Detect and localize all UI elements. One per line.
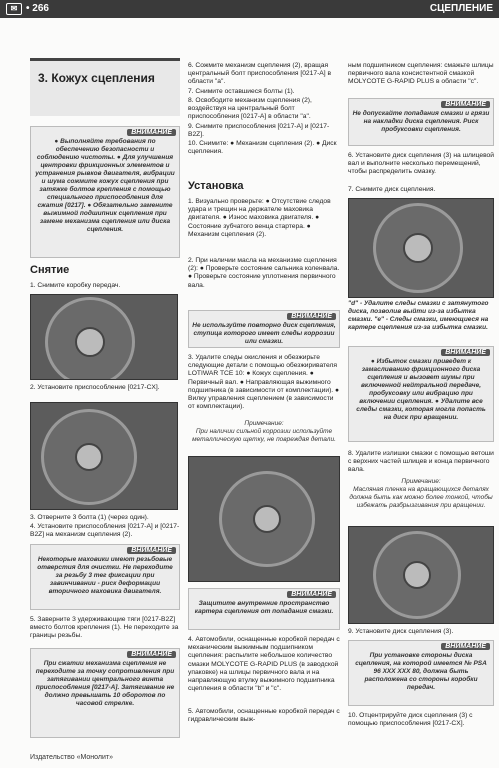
warning-text: Некоторые маховики имеют резьбовые отверстия для очистки. Не переходите за резьбу 3 тег фиксации при завинчивании - риск деформации вторичного маховика двигателя. [37, 556, 173, 595]
step-5: 5. Заверните 3 удерживающие тяги [0217-B2Z] вместо болтов крепления (1). Не переходите за границы резьбы. [30, 616, 179, 640]
clutch-photo-2 [30, 402, 178, 510]
step-3: 3. Отверните 3 болта (1) (через один). [30, 514, 149, 521]
warning-text: Не используйте повторно диск сцепления, ступица которого имеет следы коррозии или смазки. [192, 322, 336, 345]
install-step-5-cont: ным подшипником сцепления: смажьте шлицы первичного вала консистентной смазкой MOLYCOTE G-RAPID PLUS в области "c". [348, 62, 494, 86]
warning-box [348, 346, 494, 442]
warning-box [348, 640, 494, 706]
install-step-4: 4. Автомобили, оснащенные коробкой передач с механическим выжимным подшипником сцепления: распылите небольшое количество смазки MOLYCOTE G-RAPID PLUS (в заводской упаковке) на шлицы первичного вала и на направляющую втулку выжимного подшипника сцепления в области "b" и "c". [188, 636, 340, 693]
note-text: Масляная пленка на вращающихся деталях должна быть как можно более тонкой, чтобы избежать разбрызгивания при вращении. [349, 486, 493, 509]
note-label: Примечание: [244, 420, 284, 427]
warning-box [30, 648, 180, 738]
install-step-6: 6. Установите диск сцепления (3) на шлицевой вал и выполните несколько перемещений, чтобы распределить смазку. [348, 152, 494, 176]
warning-text: При сжатии механизма сцепления не переходите за точку сопротивления при затягивании центрального винта приспособления [0217-A]. Затягивание не должно превышать 10 оборотов по часовой стрелке. [35, 660, 175, 707]
note-box [188, 420, 340, 444]
step-4: 4. Установите приспособления [0217-A] и [0217-B2Z] на механизм сцепления (2). [30, 523, 180, 539]
note-box [348, 478, 494, 510]
note-label: Примечание: [401, 478, 441, 485]
warning-box [348, 98, 494, 146]
warning-box [188, 310, 340, 348]
install-heading: Установка [188, 180, 244, 192]
centering-tool-photo [348, 526, 494, 624]
removal-heading: Снятие [30, 264, 70, 276]
note-text: При наличии сильной коррозии используйте металлическую щетку, не повреждая детали. [192, 428, 336, 443]
warning-label: ВНИМАНИЕ [287, 591, 336, 598]
warning-label: ВНИМАНИЕ [441, 349, 490, 356]
gearbox-photo [188, 456, 340, 582]
step-6: 6. Сожмите механизм сцепления (2), вращая центральный болт приспособления [0217-A] в области "a". [188, 62, 332, 86]
warning-text: ● Избыток смазки приведет к замасливанию фрикционного диска сцепления и вызовет шумы при включенной нейтральной передаче, пробуксовку или вибрацию при включении сцепления. ● Удалите все следы смазки, которая могла попасть на диск при вращении. [356, 358, 486, 421]
step-10: 10. Снимите: ● Механизм сцепления (2). ● Диск сцепления. [188, 140, 337, 156]
warning-box [30, 544, 180, 610]
chapter-title: 3. Кожух сцепления [38, 71, 155, 85]
warning-label: ВНИМАНИЕ [127, 651, 176, 658]
step-8: 8. Освободите механизм сцепления (2), воздействуя на центральный болт приспособления [0217-A] в области "a". [188, 97, 312, 121]
footer-publisher: Издательство «Монолит» [30, 754, 114, 761]
warning-box [188, 588, 340, 630]
install-step-2: 2. При наличии масла на механизме сцепления (2): ● Проверьте состояние сальника коленвала. ● Проверьте состояние уплотнения первичного вала. [188, 257, 340, 289]
warning-text: Не допускайте попадания смазки и грязи на накладки диска сцепления. Риск пробуксовки сцепления. [352, 110, 490, 133]
install-step-8: 8. Удалите излишки смазки с помощью ветоши с верхних частей шлицев и конца первичного вала. [348, 450, 494, 474]
install-step-3: 3. Удалите следы окисления и обезжирьте следующие детали с помощью обезжиривателя LOTIWAR TCE 10: ● Кожух сцепления. ● Первичный вал. ● Направляющая выжимного подшипника (в зависимости от комплектации). ● Вилку управления сцеплением (в зависимости от комплектации). [188, 354, 340, 411]
warning-label: ВНИМАНИЕ [441, 643, 490, 650]
grease-note: "d" - Удалите следы смазки с затянутого диска, позволив выйти из-за избытка смазки. "e" - Следы смазки, имеющиеся на картере сцепления из-за избытка смазки. [348, 300, 489, 331]
page-header [0, 0, 499, 18]
page-number: • 266 [26, 3, 49, 14]
step-1: 1. Снимите коробку передач. [30, 282, 121, 289]
warning-label: ВНИМАНИЕ [441, 101, 490, 108]
warning-text: При установке стороны диска сцепления, на которой имеется № PSA 96 XXX XXX 80, должна быть расположена со стороны коробки передач. [355, 652, 487, 691]
warning-label: ВНИМАНИЕ [127, 129, 176, 136]
install-step-7: 7. Снимите диск сцепления. [348, 186, 436, 193]
step-7: 7. Снимите оставшиеся болты (1). [188, 88, 295, 95]
section-title: СЦЕПЛЕНИЕ [429, 3, 493, 14]
publisher-logo-icon: ✉ [6, 3, 22, 15]
warning-text: ● Выполняйте требования по обеспечению безопасности и соблюдению чистоты. ● Для улучшения центровки фрикционных элементов и устранения рывков двигателя, вибрации и шума сожмите кожух сцепления при затяжке болтов крепления с помощью специального приспособления для сжатия [0217]. ● Обязательно замените выжимной подшипник сцепления при замене механизма сцепления или диска сцепления. [35, 138, 175, 233]
step-2: 2. Установите приспособление [0217-CX]. [30, 384, 160, 391]
install-step-5: 5. Автомобили, оснащенные коробкой передач с гидравлическим выж- [188, 708, 340, 724]
install-step-10: 10. Отцентрируйте диск сцепления (3) с помощью приспособления [0217-CX]. [348, 712, 473, 728]
chapter-title-block [30, 58, 180, 116]
clutch-photo-1 [30, 294, 178, 380]
install-step-9: 9. Установите диск сцепления (3). [348, 628, 454, 635]
step-9: 9. Снимите приспособления [0217-A] и [0217-B2Z]. [188, 123, 330, 139]
clutch-disc-photo [348, 198, 494, 298]
warning-label: ВНИМАНИЕ [127, 547, 176, 554]
warning-label: ВНИМАНИЕ [287, 313, 336, 320]
warning-text: Защитите внутренние пространство картера сцепления от попадания смазки. [194, 600, 334, 615]
warning-box [30, 126, 180, 258]
install-step-1: 1. Визуально проверьте: ● Отсутствие следов удара и трещин на держателе маховика двигателя. ● Износ маховика двигателя. ● Состояние зубчатого венца стартера. ● Механизм сцепления (2). [188, 198, 331, 238]
